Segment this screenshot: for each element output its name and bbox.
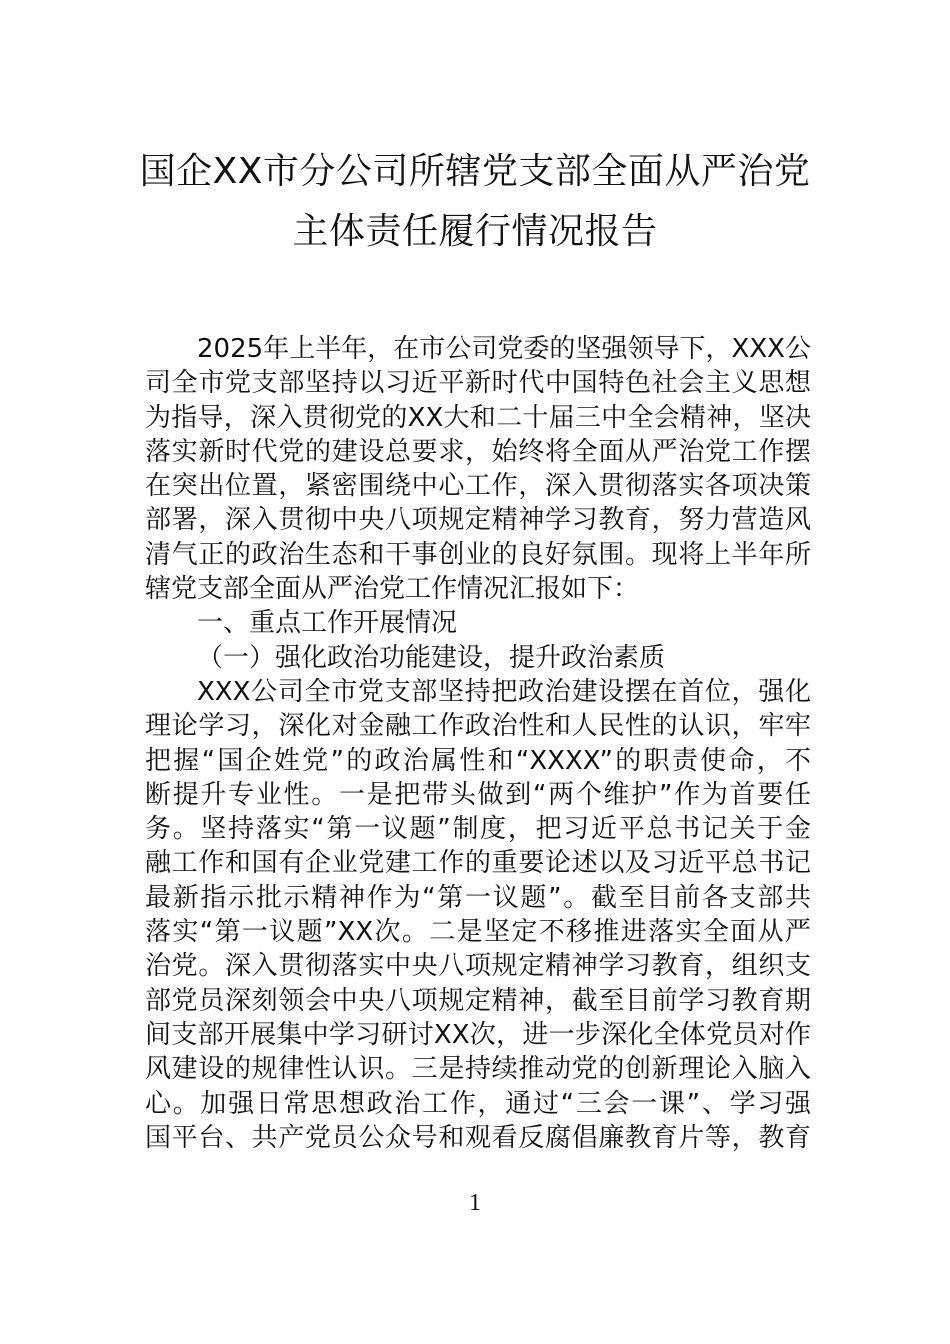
title-line-1: 国企XX市分公司所辖党支部全面从严治党 [139,151,811,192]
paragraph-line: 断提升专业性。一是把带头做到“两个维护”作为首要任 [145,779,811,810]
paragraph-line: 辖党支部全面从严治党工作情况汇报如下： [145,574,640,605]
paragraph-line: 国平台、共产党员公众号和观看反腐倡廉教育片等，教育 [145,1122,811,1153]
section-heading-2: （一）强化政治功能建设，提升政治素质 [197,642,666,673]
paragraph-intro [145,332,811,606]
paragraph-line: 治党。深入贯彻落实中央八项规定精神学习教育，组织支 [145,951,811,982]
paragraph-line: 心。加强日常思想政治工作，通过“三会一课”、学习强 [145,1088,811,1119]
paragraph-line: 在突出位置，紧密围绕中心工作，深入贯彻落实各项决策 [145,471,811,502]
paragraph-line: 理论学习，深化对金融工作政治性和人民性的认识，牢牢 [145,711,811,742]
paragraph-line: 2025年上半年，在市公司党委的坚强领导下，XXX公 [197,334,811,364]
paragraph-line: 清气正的政治生态和干事创业的良好氛围。现将上半年所 [145,539,811,570]
page-number: 1 [469,1190,481,1216]
paragraph-political-building [145,675,811,1155]
paragraph-line: 最新指示批示精神作为“第一议题”。截至目前各支部共 [145,882,811,913]
paragraph-line: 落实新时代党的建设总要求，始终将全面从严治党工作摆 [145,436,811,467]
paragraph-line: 落实“第一议题”XX次。二是坚定不移推进落实全面从严 [145,917,811,948]
paragraph-line: 间支部开展集中学习研讨XX次，进一步深化全体党员对作 [145,1019,811,1050]
paragraph-line: 务。坚持落实“第一议题”制度，把习近平总书记关于金 [145,814,811,845]
paragraph-line: 司全市党支部坚持以习近平新时代中国特色社会主义思想 [145,368,811,399]
paragraph-line: XXX公司全市党支部坚持把政治建设摆在首位，强化 [197,676,811,707]
document-body [145,332,811,1155]
paragraph-line: 融工作和国有企业党建工作的重要论述以及习近平总书记 [145,848,811,879]
paragraph-line: 把握“国企姓党”的政治属性和“XXXX”的职责使命，不 [145,745,811,776]
title-line-2: 主体责任履行情况报告 [292,211,658,252]
paragraph-line: 为指导，深入贯彻党的XX大和二十届三中全会精神，坚决 [145,402,811,433]
paragraph-line: 风建设的规律性认识。三是持续推动党的创新理论入脑入 [145,1054,811,1085]
paragraph-line: 部署，深入贯彻中央八项规定精神学习教育，努力营造风 [145,505,811,536]
paragraph-line: 部党员深刻领会中央八项规定精神，截至目前学习教育期 [145,985,811,1016]
document-title [120,142,830,262]
section-heading-1: 一、重点工作开展情况 [197,608,458,639]
